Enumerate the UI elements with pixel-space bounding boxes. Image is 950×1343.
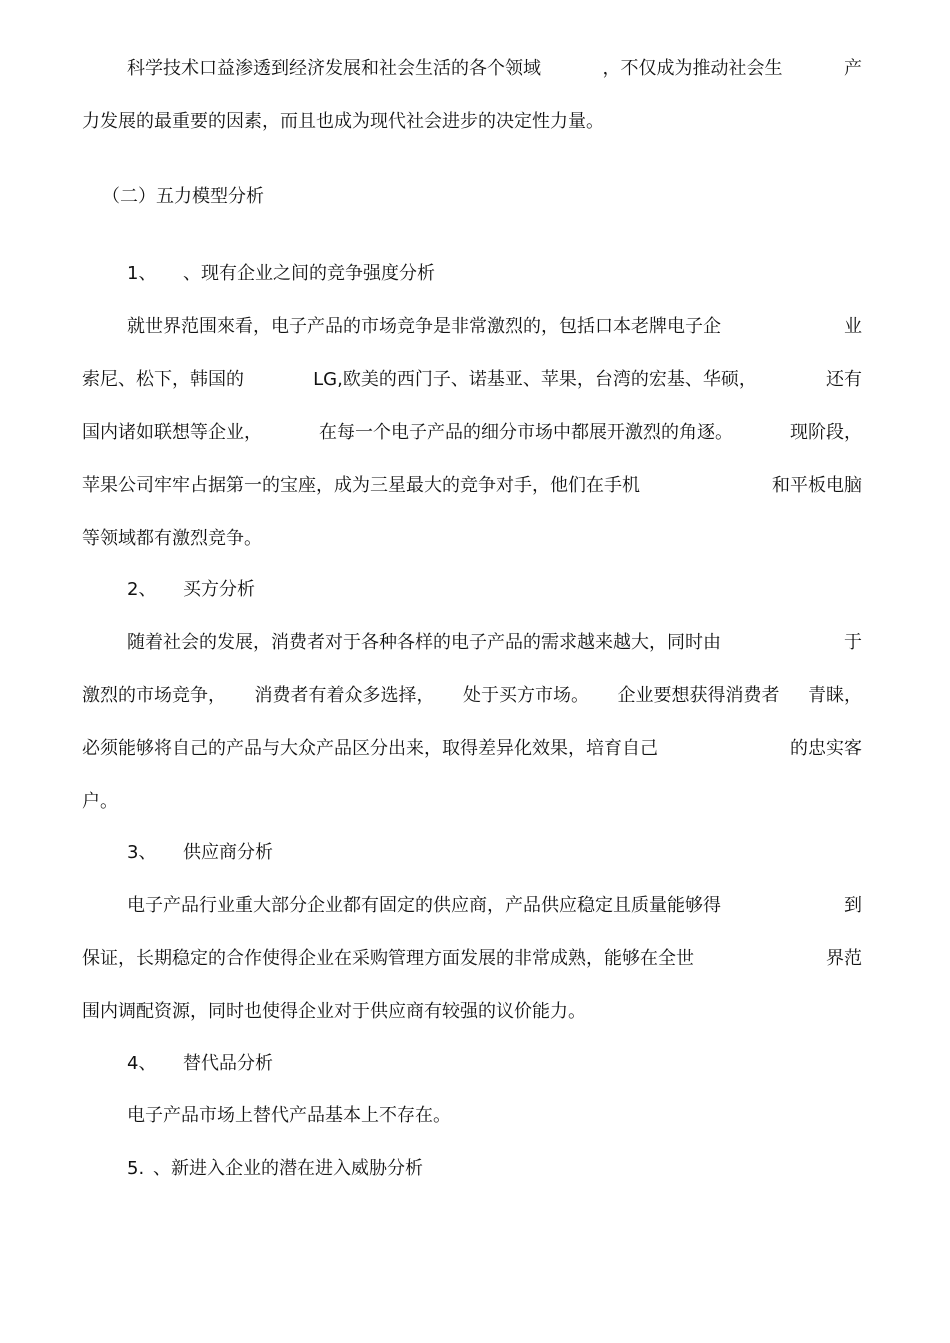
- intro-line-2: [82, 110, 862, 134]
- text-segment: 消费者有着众多选择，: [254, 685, 435, 706]
- item-title: 、新进入企业的潜在进入威胁分析: [153, 1158, 423, 1179]
- item-number: 4、: [127, 1053, 157, 1074]
- text-segment: 电子产品市场上替代产品基本上不存在。: [127, 1105, 451, 1126]
- text-segment: 青睐，: [808, 685, 862, 706]
- text-segment: 现阶段，: [790, 422, 862, 443]
- text-segment: 于: [844, 632, 862, 653]
- text-segment: 保证，长期稳定的合作使得企业在采购管理方面发展的非常成熟，能够在全世: [82, 948, 694, 969]
- text-segment: 还有: [825, 369, 862, 390]
- intro-line-1: [127, 57, 862, 81]
- item-1-line-4: [82, 474, 862, 498]
- item-2-line-2: [82, 684, 862, 708]
- text-segment: 苹果公司牢牢占据第一的宝座，成为三星最大的竞争对手，他们在手机: [82, 475, 640, 496]
- item-number: 3、: [127, 842, 157, 863]
- item-3-line-3: [82, 1000, 862, 1024]
- item-2-line-3: [82, 737, 862, 761]
- text-segment: 就世界范围來看，电子产品的市场竞争是非常激烈的，包括口本老牌电子企: [127, 316, 721, 337]
- item-number: 2、: [127, 579, 157, 600]
- item-4-heading: [127, 1052, 862, 1076]
- text-segment: 处于买方市场。: [463, 685, 589, 706]
- text-segment: 等领域都有激烈竞争。: [82, 528, 262, 549]
- item-title: 买方分析: [183, 579, 255, 600]
- text-segment: LG,欧美的西门子、诺基亚、苹果，台湾的宏基、华硕，: [313, 369, 757, 390]
- text-segment: 国内诸如联想等企业，: [82, 422, 262, 443]
- item-title: 、现有企业之间的竞争强度分析: [183, 263, 435, 284]
- item-4-line-1: [127, 1104, 862, 1128]
- item-2-line-4: [82, 790, 862, 814]
- text-segment: 索尼、松下，韩国的: [82, 369, 244, 390]
- text-segment: 激烈的市场竞争，: [82, 685, 226, 706]
- text-segment: 的忠实客: [790, 738, 862, 759]
- text-segment: 和平板电脑: [772, 475, 862, 496]
- item-1-line-1: [127, 315, 862, 339]
- text-segment: 随着社会的发展，消费者对于各种各样的电子产品的需求越来越大，同时由: [127, 632, 721, 653]
- item-title: 供应商分析: [183, 842, 273, 863]
- item-1-line-3: [82, 421, 862, 445]
- item-1-line-5: [82, 527, 862, 551]
- item-3-line-2: [82, 947, 862, 971]
- text-segment: 力发展的最重要的因素，而且也成为现代社会进步的决定性力量。: [82, 111, 604, 132]
- text-segment: 界范: [826, 948, 862, 969]
- item-5-heading: [127, 1157, 862, 1181]
- item-3-line-1: [127, 894, 862, 918]
- item-number: 5.: [127, 1158, 145, 1179]
- text-segment: ，不仅成为推动社会生: [602, 58, 783, 79]
- text-segment: 必须能够将自己的产品与大众产品区分出来，取得差异化效果，培育自己: [82, 738, 658, 759]
- text-segment: 电子产品行业重大部分企业都有固定的供应商，产品供应稳定且质量能够得: [127, 895, 721, 916]
- section-heading-text: （二）五力模型分析: [102, 186, 264, 207]
- text-segment: 业: [844, 316, 862, 337]
- text-segment: 在每一个电子产品的细分市场中都展开激烈的角逐。: [319, 422, 733, 443]
- item-3-heading: [127, 841, 862, 865]
- text-segment: 户。: [82, 791, 118, 812]
- item-title: 替代品分析: [183, 1053, 273, 1074]
- text-segment: 科学技术口益渗透到经济发展和社会生活的各个领域: [127, 58, 541, 79]
- text-segment: 企业要想获得消费者: [617, 685, 780, 706]
- item-2-heading: [127, 578, 862, 602]
- item-1-line-2: [82, 368, 862, 392]
- item-2-line-1: [127, 631, 862, 655]
- text-segment: 围内调配资源，同时也使得企业对于供应商有较强的议价能力。: [82, 1001, 586, 1022]
- text-segment: 到: [844, 895, 862, 916]
- text-segment: 产: [844, 58, 862, 79]
- item-number: 1、: [127, 263, 157, 284]
- section-heading: [102, 185, 882, 209]
- item-1-heading: [127, 262, 862, 286]
